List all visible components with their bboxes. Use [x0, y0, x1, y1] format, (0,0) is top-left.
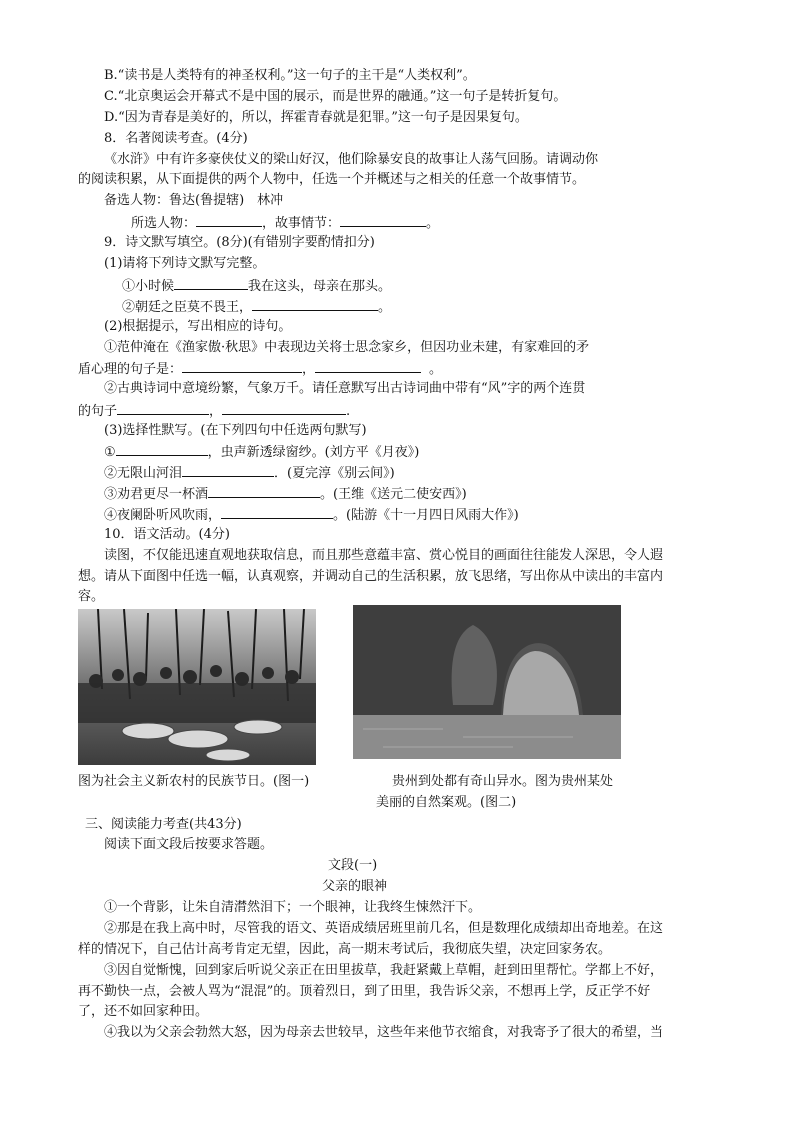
q9-part3: (3)选择性默写。(在下列四句中任选两句默写) — [104, 423, 367, 438]
q8-chosen-label: 所选人物： — [131, 216, 197, 231]
q9-3d — [104, 504, 519, 523]
q9-3b-prefix: ②无限山河泪 — [104, 466, 183, 481]
q9-2b-blank1[interactable] — [117, 400, 209, 415]
q8-text-line1: 《水浒》中有许多豪侠仗义的梁山好汉，他们除暴安良的故事让人荡气回肠。请调动你 — [104, 152, 599, 167]
figure1-caption: 图为社会主义新农村的民族节日。(图一) — [78, 774, 310, 789]
q8-candidates: 备选人物：鲁达(鲁提辖) 林冲 — [104, 193, 284, 208]
passage-para3-line1: ③因自觉惭愧，回到家后听说父亲正在田里拔草，我赶紧戴上草帽，赶到田里帮忙。学都上不好， — [104, 963, 664, 978]
figure2-caption-line2: 美丽的自然案观。(图二) — [376, 795, 517, 810]
passage-para2-line2: 样的情况下，自己估计高考肯定无望，因此，高一期末考试后，我彻底失望，决定回家务农。 — [78, 942, 612, 957]
section3-instruction: 阅读下面文段后按要求答题。 — [104, 837, 274, 852]
passage-para3-line2: 再不勤快一点，会被人骂为“混混”的。顶着烈日，到了田里，我告诉父亲，不想再上学，反正学不好 — [78, 984, 651, 999]
q9-2b-comma: ， — [209, 404, 223, 419]
q8-text-line2: 的阅读积累，从下面提供的两个人物中，任选一个并概述与之相关的任意一个故事情节。 — [78, 172, 586, 187]
q9-2a-blank2[interactable] — [315, 358, 421, 373]
passage-para3-line3: 了，还不如回家种田。 — [78, 1004, 209, 1019]
q9-part1: (1)请将下列诗文默写完整。 — [104, 256, 266, 271]
q9-3c-prefix: ③劝君更尽一杯酒 — [104, 487, 209, 502]
q9-1b-suffix: 。 — [378, 300, 392, 315]
q9-1b-prefix: ②朝廷之臣莫不畏王， — [122, 300, 253, 315]
q10-text-line3: 容。 — [78, 589, 105, 604]
passage-label: 文段(一) — [328, 858, 378, 873]
q8-character-blank[interactable] — [196, 212, 262, 227]
festival-photo-image — [78, 609, 316, 765]
q9-2b-prefix: 的句子 — [78, 404, 118, 419]
landscape-photo — [353, 605, 621, 759]
q9-3a — [104, 441, 419, 460]
q9-2a-period: 。 — [429, 362, 443, 377]
q9-3c — [104, 483, 467, 502]
festival-photo — [78, 609, 316, 765]
q9-1a-suffix: 我在这头，母亲在那头。 — [248, 279, 392, 294]
q9-3a-prefix: ① — [104, 445, 116, 460]
q9-2b-line2 — [78, 400, 350, 419]
q9-2b-line1: ②古典诗词中意境纷繁，气象万千。请任意默写出古诗词曲中带有“风”字的两个连贯 — [104, 381, 586, 396]
q9-3d-blank[interactable] — [221, 504, 333, 519]
q9-3d-suffix: 。(陆游《十一月四日风雨大作》) — [333, 508, 519, 523]
q9-2a-line2 — [78, 358, 442, 377]
q9-3c-blank[interactable] — [208, 483, 320, 498]
passage-para4: ④我以为父亲会勃然大怒，因为母亲去世较早，这些年来他节衣缩食，对我寄予了很大的希望，当 — [104, 1025, 664, 1040]
passage-title: 父亲的眼神 — [322, 879, 388, 894]
q9-3b-blank[interactable] — [182, 462, 274, 477]
q8-answer-line — [131, 212, 439, 231]
q9-3a-suffix: ，虫声新透绿窗纱。(刘方平《月夜》) — [207, 445, 420, 460]
q9-2b-period: . — [346, 404, 351, 419]
passage-para2-line1: ②那是在我上高中时，尽管我的语文、英语成绩居班里前几名，但是数理化成绩却出奇地差。在这 — [104, 921, 664, 936]
q9-2b-blank2[interactable] — [222, 400, 346, 415]
q8-period: 。 — [426, 216, 440, 231]
q8-plot-label: ，故事情节： — [262, 216, 341, 231]
q10-title: 10．语文活动。(4分) — [104, 527, 230, 542]
q9-2a-line1: ①范仲淹在《渔家傲·秋思》中表现边关将士思念家乡，但因功业未建，有家难回的矛 — [104, 340, 590, 355]
option-b: B.“读书是人类特有的神圣权利。”这一句子的主干是“人类权利”。 — [104, 68, 476, 83]
q9-3a-blank[interactable] — [116, 441, 208, 456]
section3-title: 三、阅读能力考查(共43分) — [85, 817, 242, 832]
q9-3b — [104, 462, 395, 481]
q9-1b — [122, 296, 391, 315]
q9-part2: (2)根据提示，写出相应的诗句。 — [104, 319, 292, 334]
q9-3d-prefix: ④夜阑卧听风吹雨， — [104, 508, 222, 523]
q9-2a-prefix: 盾心理的句子是： — [78, 362, 183, 377]
q9-title: 9．诗文默写填空。(8分)(有错别字要酌情扣分) — [104, 235, 375, 250]
q10-text-line1: 读图，不仅能迅速直观地获取信息，而且那些意蕴丰富、赏心悦目的画面往往能发人深思，令人遐 — [104, 548, 664, 563]
option-d: D.“因为青春是美好的，所以，挥霍青春就是犯罪。”这一句子是因果复句。 — [104, 110, 528, 125]
q8-title: 8．名著阅读考查。(4分) — [104, 131, 248, 146]
q10-text-line2: 想。请从下面图中任选一幅，认真观察，并调动自己的生活积累，放飞思绪，写出你从中读出的丰富内 — [78, 569, 664, 584]
option-c: C.“北京奥运会开幕式不是中国的展示，而是世界的融通。”这一句子是转折复句。 — [104, 89, 567, 104]
q9-2a-blank1[interactable] — [182, 358, 302, 373]
q9-1a-blank[interactable] — [174, 275, 248, 290]
q9-1a-prefix: ①小时候 — [122, 279, 175, 294]
q9-3b-suffix: ．(夏完淳《别云间》) — [274, 466, 395, 481]
figure2-caption-line1: 贵州到处都有奇山异水。图为贵州某处 — [392, 774, 614, 789]
q9-1b-blank[interactable] — [252, 296, 378, 311]
q9-1a — [122, 275, 391, 294]
passage-para1: ①一个背影，让朱自清潸然泪下；一个眼神，让我终生悚然汗下。 — [104, 900, 482, 915]
landscape-photo-image — [353, 605, 621, 759]
q8-plot-blank[interactable] — [340, 212, 426, 227]
q9-2a-comma: ， — [302, 362, 316, 377]
q9-3c-suffix: 。(王维《送元二使安西》) — [320, 487, 467, 502]
